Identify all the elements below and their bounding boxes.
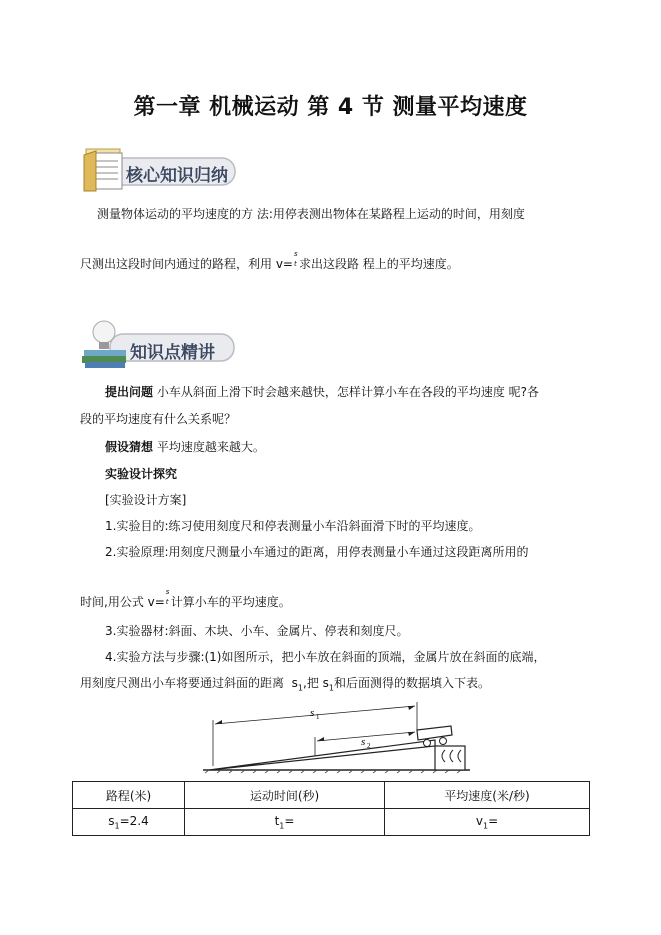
banner-core-knowledge: [80, 145, 240, 195]
formula-fraction: [293, 249, 299, 271]
label-s2: s: [361, 736, 366, 748]
cell-s-value: =2.4: [119, 813, 149, 828]
hypothesis-text: 平均速度越来越大。: [156, 440, 265, 454]
cell-v-eq: =: [488, 813, 499, 828]
banner-points-label: 知识点精讲: [130, 343, 215, 363]
item-method-2: [80, 674, 490, 697]
frac-numerator: s: [293, 249, 298, 258]
hypothesis-label: 假设猜想: [105, 440, 154, 454]
banner-knowledge-points: [78, 318, 238, 370]
question-line: [105, 383, 539, 401]
item-method-2a: 用刻度尺测出小车将要通过斜面的距离: [80, 676, 285, 690]
s2-arrow: [317, 732, 415, 741]
s1-arrow: [215, 706, 415, 724]
item-materials: 3.实验器材:斜面、木块、小车、金属片、停表和刻度尺。: [105, 624, 409, 638]
formula-fraction-2: [165, 587, 171, 609]
frac-denominator: t: [293, 259, 297, 268]
item-method-sub-2: 1: [328, 683, 334, 693]
data-table: [72, 781, 590, 836]
cell-speed: [385, 809, 590, 836]
s2-arrowhead-left: [317, 737, 324, 741]
cell-s: s: [108, 813, 115, 828]
design-heading: 实验设计探究: [105, 467, 178, 481]
label-s1: s: [310, 707, 315, 719]
cell-s-sub: 1: [114, 821, 120, 831]
cell-v: v: [475, 813, 483, 828]
cell-t: t: [274, 813, 280, 828]
method-line-2a: 尺测出这段时间内通过的路程，利用 v=: [80, 257, 293, 271]
banner-core-label: 核心知识归纳: [126, 166, 228, 186]
label-s2-sub: 2: [367, 742, 371, 750]
header-distance: 路程(米): [73, 782, 185, 809]
question-line-2: 段的平均速度有什么关系呢？: [80, 412, 237, 426]
incline-plane: [209, 740, 435, 770]
item-method-sub: 1: [297, 683, 304, 693]
table-row: [73, 809, 590, 836]
cart-wheel-2: [440, 738, 447, 745]
table-header-row: [73, 782, 590, 809]
cart-wheel-1: [424, 740, 431, 747]
method-line-2: [80, 249, 459, 273]
label-s1-sub: 1: [316, 713, 320, 721]
plan-heading: [实验设计方案]: [105, 493, 187, 507]
item-principle-1: 2.实验原理:用刻度尺测量小车通过的距离，用停表测量小车通过这段距离所用的: [105, 545, 529, 559]
cell-distance: [73, 809, 185, 836]
item-method-2c: ,把 s: [303, 676, 329, 690]
cell-time: [185, 809, 385, 836]
item-purpose: 1.实验目的:练习使用刻度尺和停表测量小车沿斜面滑下时的平均速度。: [105, 519, 481, 533]
cell-v-sub: 1: [482, 821, 489, 831]
question-label: 提出问题: [105, 385, 154, 399]
s1-arrowhead-left: [215, 720, 222, 724]
method-line-1: 测量物体运动的平均速度的方 法:用停表测出物体在某路程上运动的时间，用刻度: [97, 207, 525, 221]
item-method-s: s: [291, 676, 298, 690]
incline-diagram: [195, 700, 485, 780]
item-method-2d: 和后面测得的数据填入下表。: [334, 676, 491, 690]
cell-t-eq: =: [284, 813, 295, 828]
item-principle-2a: 时间,用公式 v=: [80, 595, 165, 609]
frac2-denominator: t: [165, 597, 169, 606]
method-line-2b: 求出这段路 程上的平均速度。: [298, 257, 459, 271]
s2-arrowhead-right: [408, 732, 415, 736]
item-method-1: 4.实验方法与步骤:(1)如图所示，把小车放在斜面的顶端，金属片放在斜面的底端，: [105, 650, 546, 664]
question-text: 小车从斜面上滑下时会越来越快，怎样计算小车在各段的平均速度 呢?各: [156, 385, 540, 399]
cart-body: [417, 726, 452, 740]
cell-t-sub: 1: [279, 821, 285, 831]
header-time: 运动时间(秒): [185, 782, 385, 809]
item-principle-2: [80, 587, 291, 611]
s1-arrowhead-right: [408, 706, 415, 710]
frac2-numerator: s: [165, 587, 170, 596]
page-title: 第一章 机械运动 第 4 节 测量平均速度: [133, 95, 528, 120]
item-principle-2b: 计算小车的平均速度。: [170, 595, 291, 609]
hypothesis-line: [105, 438, 265, 456]
header-speed: 平均速度(米/秒): [385, 782, 590, 809]
